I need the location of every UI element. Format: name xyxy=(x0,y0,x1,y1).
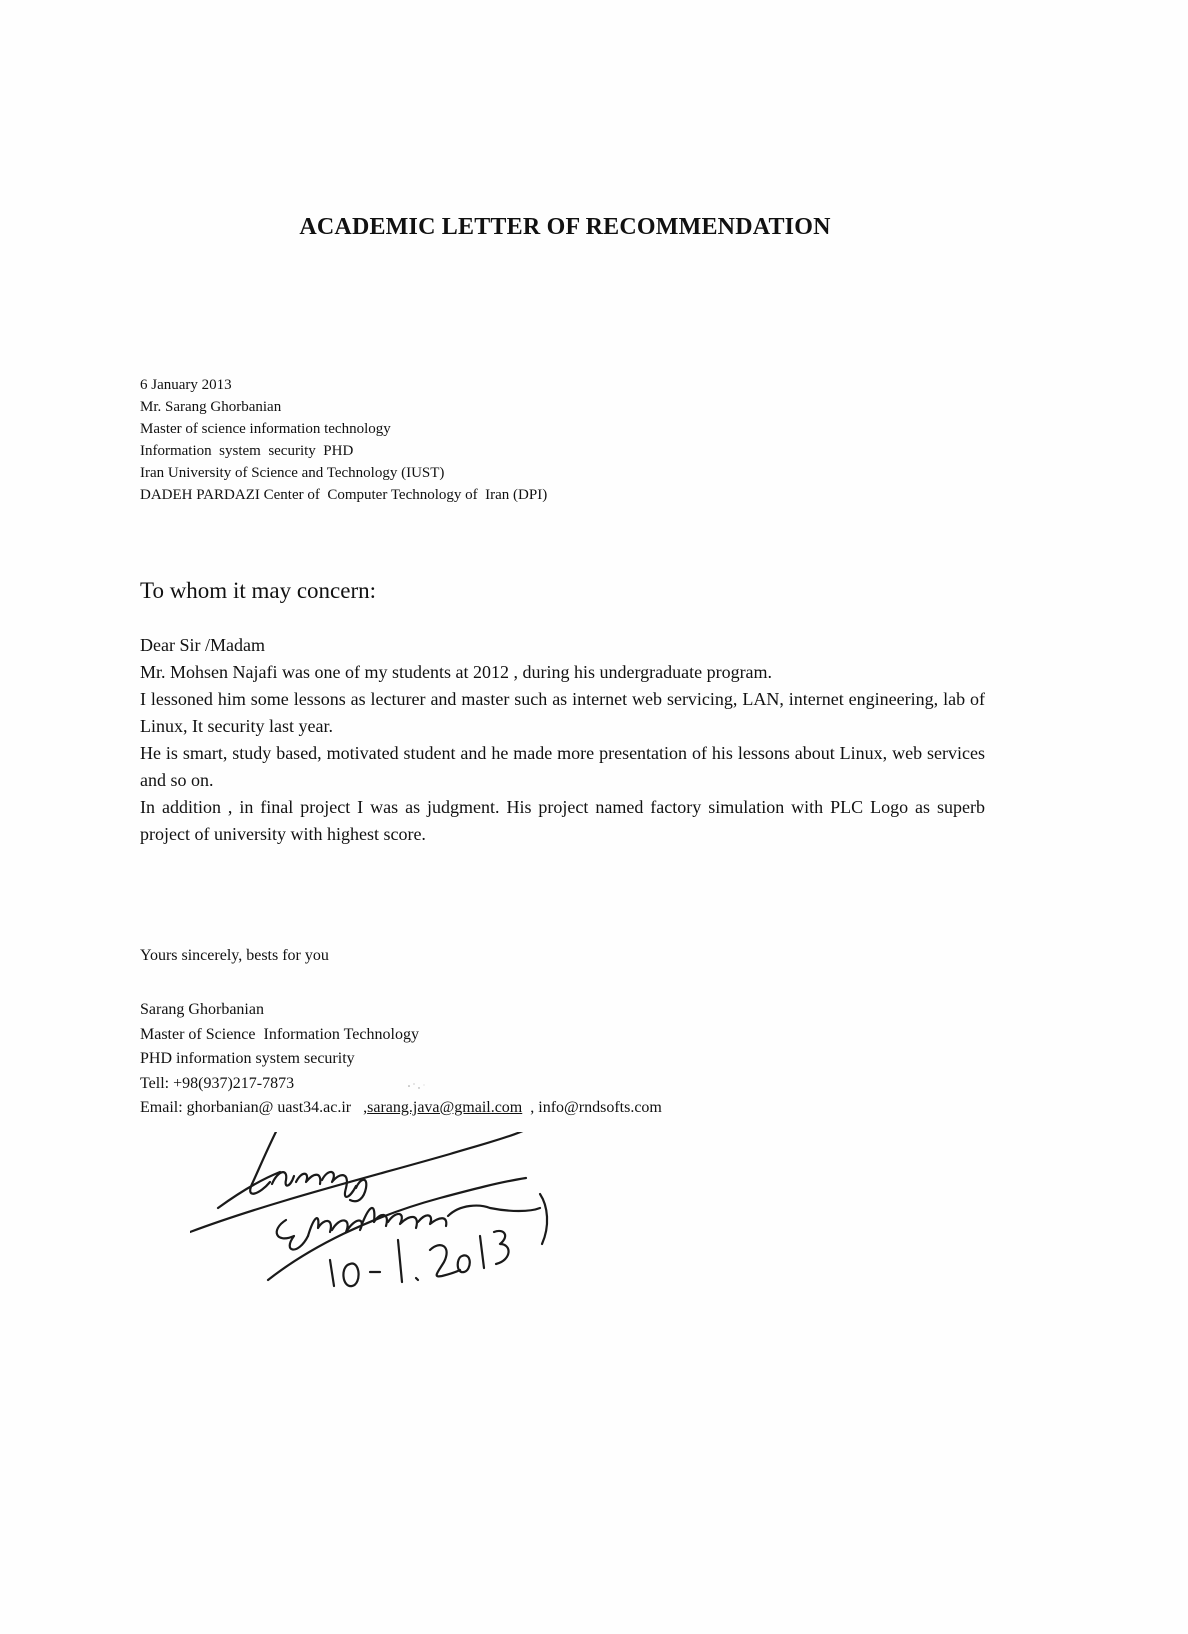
sender-degree: Master of science information technology xyxy=(140,421,391,437)
sender-name: Mr. Sarang Ghorbanian xyxy=(140,399,282,415)
letter-date: 6 January 2013 xyxy=(140,377,232,393)
closing-block xyxy=(140,998,662,1121)
salutation: To whom it may concern: xyxy=(140,578,376,603)
sign-off: Yours sincerely, bests for you xyxy=(140,947,329,964)
letter-body xyxy=(140,632,985,848)
body-paragraph-3: He is smart, study based, motivated student and he made more presentation of his lessons about Linux, web services and so on. xyxy=(140,743,985,790)
sender-phd: Information system security PHD xyxy=(140,443,354,459)
body-paragraph-1: Mr. Mohsen Najafi was one of my students at 2012 , during his undergraduate program. xyxy=(140,662,773,682)
email-rndsofts: , info@rndsofts.com xyxy=(522,1099,662,1116)
email-link-gmail[interactable]: sarang.java@gmail.com xyxy=(367,1099,523,1116)
email-row xyxy=(140,1096,662,1121)
email-separator: , xyxy=(359,1099,368,1116)
sender-block xyxy=(140,374,547,506)
closing-phd: PHD information system security xyxy=(140,1050,355,1067)
closing-name: Sarang Ghorbanian xyxy=(140,1001,264,1018)
body-paragraph-4: In addition , in final project I was as judgment. His project named factory simulation with PLC Logo as superb project of university with highest score. xyxy=(140,797,985,844)
scan-specks xyxy=(405,1080,429,1094)
sender-center: DADEH PARDAZI Center of Computer Technology of Iran (DPI) xyxy=(140,487,548,503)
email-prefix: Email: ghorbanian@ uast34.ac.ir xyxy=(140,1099,360,1116)
letter-title: ACADEMIC LETTER OF RECOMMENDATION xyxy=(299,214,831,240)
closing-tel: Tell: +98(937)217-7873 xyxy=(140,1074,295,1092)
closing-degree: Master of Science Information Technology xyxy=(140,1025,419,1043)
body-paragraph-2: I lessoned him some lessons as lecturer and master such as internet web servicing, LAN, internet engineering, lab of Linux, It security last year. xyxy=(140,689,985,736)
sender-university: Iran University of Science and Technology (IUST) xyxy=(140,465,445,481)
greeting: Dear Sir /Madam xyxy=(140,635,265,655)
handwritten-signature xyxy=(190,1132,590,1352)
